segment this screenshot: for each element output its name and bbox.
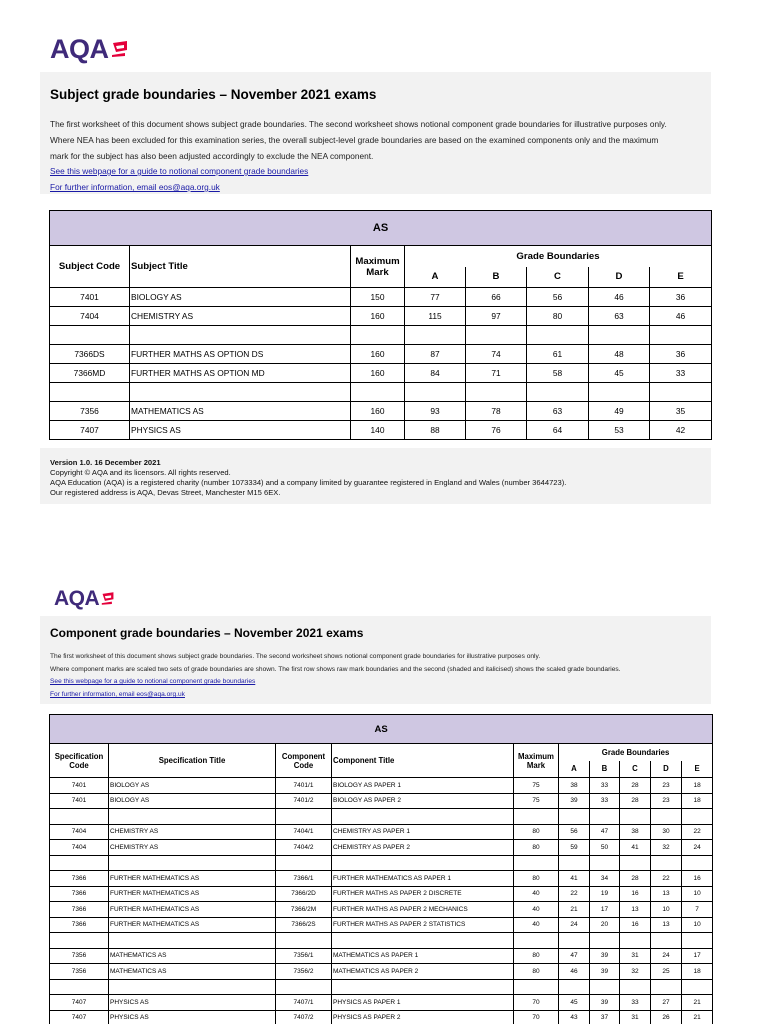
grade-cell: 41 xyxy=(559,871,590,887)
grade-cell xyxy=(527,383,589,402)
table-row xyxy=(50,902,713,918)
subject-code-cell: 7366DS xyxy=(50,345,130,364)
grade-cell: 39 xyxy=(590,995,620,1011)
band-header: AS xyxy=(50,211,712,246)
component-max-cell: 40 xyxy=(514,902,559,918)
guide-link[interactable]: See this webpage for a guide to notional component grade boundaries xyxy=(50,166,309,176)
grade-cell: 24 xyxy=(651,948,682,964)
max-mark-cell: 160 xyxy=(351,364,405,383)
table-row xyxy=(50,809,713,825)
grade-cell xyxy=(590,933,620,949)
table-row xyxy=(50,778,713,794)
grade-cell xyxy=(651,809,682,825)
grade-cell: 39 xyxy=(559,793,590,809)
spec-title-cell: CHEMISTRY AS xyxy=(109,824,276,840)
grade-a-header: A xyxy=(405,267,466,288)
grade-cell: 18 xyxy=(682,778,713,794)
grade-cell: 22 xyxy=(682,824,713,840)
subject-paragraph-line: mark for the subject has also been adjusted accordingly to exclude the NEA component. xyxy=(50,151,374,161)
spec-title-cell: PHYSICS AS xyxy=(109,1010,276,1024)
spec-code-cell: 7401 xyxy=(50,778,109,794)
component-max-cell: 80 xyxy=(514,871,559,887)
grade-cell: 74 xyxy=(466,345,527,364)
subject-paragraph-line: The first worksheet of this document shows subject grade boundaries. The second worksheet shows notional component grade boundaries for illustrative purposes only. xyxy=(50,119,667,129)
table-row xyxy=(50,793,713,809)
grade-cell: 76 xyxy=(466,421,527,440)
grade-cell: 35 xyxy=(650,402,712,421)
component-guide-link[interactable]: See this webpage for a guide to notional component grade boundaries xyxy=(50,678,256,685)
table-row xyxy=(50,886,713,902)
grade-cell: 80 xyxy=(527,307,589,326)
component-code-cell: 7366/2S xyxy=(276,917,332,933)
grade-cell: 21 xyxy=(682,995,713,1011)
grade-cell: 10 xyxy=(682,917,713,933)
grade-cell: 38 xyxy=(620,824,651,840)
component-title-cell: MATHEMATICS AS PAPER 2 xyxy=(332,964,514,980)
subject-code-cell: 7407 xyxy=(50,421,130,440)
component-code-header: Component Code xyxy=(276,744,332,778)
grade-cell: 33 xyxy=(590,793,620,809)
grade-cell: 23 xyxy=(651,793,682,809)
spec-code-cell: 7366 xyxy=(50,871,109,887)
table-row xyxy=(50,948,713,964)
subject-title-cell: FURTHER MATHS AS OPTION MD xyxy=(130,364,351,383)
grade-cell: 19 xyxy=(590,886,620,902)
grade-cell xyxy=(620,979,651,995)
spec-title-cell xyxy=(109,809,276,825)
grade-cell: 43 xyxy=(559,1010,590,1024)
spec-title-cell xyxy=(109,933,276,949)
spec-code-cell: 7366 xyxy=(50,917,109,933)
spec-code-cell xyxy=(50,855,109,871)
grade-cell: 36 xyxy=(650,288,712,307)
component-code-cell xyxy=(276,979,332,995)
table-row xyxy=(50,364,712,383)
version-line: Version 1.0. 16 December 2021 xyxy=(50,458,161,467)
grade-cell: 46 xyxy=(589,288,650,307)
component-code-cell: 7366/2D xyxy=(276,886,332,902)
address-line: Our registered address is AQA, Devas Street, Manchester M15 6EX. xyxy=(50,488,281,497)
spec-title-header: Specification Title xyxy=(109,744,276,778)
spec-code-cell xyxy=(50,933,109,949)
grade-cell: 49 xyxy=(589,402,650,421)
grade-cell: 115 xyxy=(405,307,466,326)
component-grade-boundaries-header: Grade Boundaries xyxy=(559,744,713,761)
grade-cell: 88 xyxy=(405,421,466,440)
spec-code-cell: 7404 xyxy=(50,824,109,840)
spec-title-cell: FURTHER MATHEMATICS AS xyxy=(109,917,276,933)
subject-title-cell xyxy=(130,326,351,345)
grade-cell: 28 xyxy=(620,778,651,794)
grade-cell: 64 xyxy=(527,421,589,440)
grade-cell: 77 xyxy=(405,288,466,307)
table-row xyxy=(50,421,712,440)
grade-cell: 25 xyxy=(651,964,682,980)
subject-title-cell: CHEMISTRY AS xyxy=(130,307,351,326)
grade-cell: 22 xyxy=(651,871,682,887)
component-max-cell: 40 xyxy=(514,917,559,933)
component-grade-c-header: C xyxy=(620,761,651,778)
subject-code-cell xyxy=(50,326,130,345)
version-panel xyxy=(40,448,711,504)
max-mark-cell xyxy=(351,326,405,345)
component-max-header: Maximum Mark xyxy=(514,744,559,778)
table-row xyxy=(50,307,712,326)
grade-cell: 16 xyxy=(620,917,651,933)
grade-cell: 45 xyxy=(559,995,590,1011)
grade-cell: 32 xyxy=(651,840,682,856)
spec-title-cell: MATHEMATICS AS xyxy=(109,948,276,964)
aqa-logo-text: AQA xyxy=(50,34,109,64)
component-title-cell: FURTHER MATHS AS PAPER 2 STATISTICS xyxy=(332,917,514,933)
copyright-line: Copyright © AQA and its licensors. All rights reserved. xyxy=(50,468,231,477)
aqa-logo xyxy=(50,36,129,62)
grade-cell: 32 xyxy=(620,964,651,980)
component-max-cell: 75 xyxy=(514,793,559,809)
component-title-cell: FURTHER MATHS AS PAPER 2 MECHANICS xyxy=(332,902,514,918)
max-mark-cell: 140 xyxy=(351,421,405,440)
grade-cell: 17 xyxy=(590,902,620,918)
spec-code-cell: 7356 xyxy=(50,964,109,980)
grade-cell: 45 xyxy=(589,364,650,383)
max-mark-cell: 160 xyxy=(351,345,405,364)
component-code-cell: 7407/1 xyxy=(276,995,332,1011)
subject-code-cell: 7356 xyxy=(50,402,130,421)
component-grade-b-header: B xyxy=(590,761,620,778)
grade-cell xyxy=(589,326,650,345)
grade-cell: 56 xyxy=(559,824,590,840)
grade-cell: 16 xyxy=(620,886,651,902)
grade-cell: 10 xyxy=(651,902,682,918)
component-code-cell: 7401/1 xyxy=(276,778,332,794)
grade-cell: 24 xyxy=(682,840,713,856)
component-code-cell: 7356/1 xyxy=(276,948,332,964)
component-grade-e-header: E xyxy=(682,761,713,778)
component-max-cell: 80 xyxy=(514,840,559,856)
table-row xyxy=(50,979,713,995)
subject-code-cell: 7366MD xyxy=(50,364,130,383)
grade-cell: 26 xyxy=(651,1010,682,1024)
component-title-cell: CHEMISTRY AS PAPER 1 xyxy=(332,824,514,840)
spec-code-cell: 7401 xyxy=(50,793,109,809)
table-row xyxy=(50,917,713,933)
grade-cell xyxy=(651,979,682,995)
grade-cell: 31 xyxy=(620,1010,651,1024)
spec-code-cell: 7356 xyxy=(50,948,109,964)
component-code-cell: 7366/2M xyxy=(276,902,332,918)
component-max-cell xyxy=(514,809,559,825)
spec-title-cell: FURTHER MATHEMATICS AS xyxy=(109,886,276,902)
subject-grade-table xyxy=(49,210,712,440)
grade-cell: 84 xyxy=(405,364,466,383)
subject-paragraph-line: Where NEA has been excluded for this examination series, the overall subject-level grade boundaries are based on the examined components only and the maximum xyxy=(50,135,659,145)
spec-code-cell: 7407 xyxy=(50,995,109,1011)
table-row xyxy=(50,288,712,307)
subject-code-cell: 7404 xyxy=(50,307,130,326)
grade-cell xyxy=(559,855,590,871)
component-title-cell xyxy=(332,933,514,949)
spec-title-cell: FURTHER MATHEMATICS AS xyxy=(109,871,276,887)
component-title-cell xyxy=(332,855,514,871)
table-row xyxy=(50,964,713,980)
grade-cell xyxy=(682,979,713,995)
max-mark-cell: 150 xyxy=(351,288,405,307)
component-title-cell: MATHEMATICS AS PAPER 1 xyxy=(332,948,514,964)
component-page-title: Component grade boundaries – November 2021 exams xyxy=(50,626,364,640)
component-code-cell: 7404/1 xyxy=(276,824,332,840)
max-mark-cell: 160 xyxy=(351,307,405,326)
grade-cell: 18 xyxy=(682,964,713,980)
subject-title-cell: BIOLOGY AS xyxy=(130,288,351,307)
grade-cell: 33 xyxy=(590,778,620,794)
component-code-cell: 7407/2 xyxy=(276,1010,332,1024)
grade-cell: 53 xyxy=(589,421,650,440)
spec-code-header: Specification Code xyxy=(50,744,109,778)
grade-cell: 41 xyxy=(620,840,651,856)
component-code-cell: 7401/2 xyxy=(276,793,332,809)
grade-boundaries-header: Grade Boundaries xyxy=(405,246,712,267)
grade-cell: 47 xyxy=(590,824,620,840)
spec-code-cell xyxy=(50,979,109,995)
grade-cell: 20 xyxy=(590,917,620,933)
grade-cell xyxy=(589,383,650,402)
grade-cell xyxy=(559,809,590,825)
table-row xyxy=(50,345,712,364)
subject-title-cell: MATHEMATICS AS xyxy=(130,402,351,421)
grade-cell xyxy=(620,855,651,871)
component-email-link[interactable]: For further information, email eos@aqa.org.uk xyxy=(50,691,185,698)
grade-cell: 46 xyxy=(650,307,712,326)
grade-cell: 30 xyxy=(651,824,682,840)
component-title-cell: BIOLOGY AS PAPER 1 xyxy=(332,778,514,794)
grade-cell: 23 xyxy=(651,778,682,794)
max-mark-cell xyxy=(351,383,405,402)
table-row xyxy=(50,933,713,949)
grade-cell: 39 xyxy=(590,948,620,964)
grade-cell: 97 xyxy=(466,307,527,326)
subject-page-title: Subject grade boundaries – November 2021 exams xyxy=(50,87,377,102)
component-grade-table xyxy=(49,714,713,1024)
component-max-cell: 70 xyxy=(514,995,559,1011)
grade-cell: 39 xyxy=(590,964,620,980)
aqa-logo xyxy=(54,588,115,610)
spec-title-cell: MATHEMATICS AS xyxy=(109,964,276,980)
grade-d-header: D xyxy=(589,267,650,288)
grade-cell: 17 xyxy=(682,948,713,964)
grade-cell: 16 xyxy=(682,871,713,887)
component-max-cell: 70 xyxy=(514,1010,559,1024)
grade-cell: 33 xyxy=(620,995,651,1011)
grade-cell: 37 xyxy=(590,1010,620,1024)
grade-cell xyxy=(620,933,651,949)
component-max-cell: 80 xyxy=(514,948,559,964)
component-title-cell xyxy=(332,809,514,825)
grade-cell: 87 xyxy=(405,345,466,364)
grade-c-header: C xyxy=(527,267,589,288)
max-mark-cell: 160 xyxy=(351,402,405,421)
grade-cell: 47 xyxy=(559,948,590,964)
spec-title-cell: PHYSICS AS xyxy=(109,995,276,1011)
subject-title-cell xyxy=(130,383,351,402)
grade-cell xyxy=(651,855,682,871)
grade-cell: 24 xyxy=(559,917,590,933)
aqa-logo-text: AQA xyxy=(54,587,100,610)
aqa-logo-mark-icon xyxy=(111,41,129,62)
spec-title-cell xyxy=(109,979,276,995)
grade-cell: 18 xyxy=(682,793,713,809)
component-title-cell: BIOLOGY AS PAPER 2 xyxy=(332,793,514,809)
grade-cell: 78 xyxy=(466,402,527,421)
spec-code-cell: 7366 xyxy=(50,886,109,902)
grade-cell: 7 xyxy=(682,902,713,918)
grade-cell: 31 xyxy=(620,948,651,964)
component-code-cell xyxy=(276,933,332,949)
subject-code-cell xyxy=(50,383,130,402)
grade-cell: 38 xyxy=(559,778,590,794)
spec-title-cell: FURTHER MATHEMATICS AS xyxy=(109,902,276,918)
grade-cell: 50 xyxy=(590,840,620,856)
component-max-cell xyxy=(514,855,559,871)
grade-cell: 42 xyxy=(650,421,712,440)
subject-code-cell: 7401 xyxy=(50,288,130,307)
grade-cell: 21 xyxy=(559,902,590,918)
charity-line: AQA Education (AQA) is a registered charity (number 1073334) and a company limited by guarantee registered in England and Wales (number 3644723). xyxy=(50,478,567,487)
component-max-cell xyxy=(514,979,559,995)
table-row xyxy=(50,840,713,856)
table-row xyxy=(50,855,713,871)
component-title-cell: FURTHER MATHEMATICS AS PAPER 1 xyxy=(332,871,514,887)
component-title-header: Component Title xyxy=(332,744,514,778)
spec-title-cell: CHEMISTRY AS xyxy=(109,840,276,856)
grade-cell: 13 xyxy=(620,902,651,918)
table-row xyxy=(50,326,712,345)
component-paragraph-line: The first worksheet of this document shows subject grade boundaries. The second worksheet shows notional component grade boundaries for illustrative purposes only. xyxy=(50,653,541,660)
component-grade-d-header: D xyxy=(651,761,682,778)
component-max-cell: 40 xyxy=(514,886,559,902)
component-max-cell xyxy=(514,933,559,949)
grade-cell: 46 xyxy=(559,964,590,980)
grade-cell: 28 xyxy=(620,871,651,887)
component-max-cell: 80 xyxy=(514,824,559,840)
grade-cell: 28 xyxy=(620,793,651,809)
grade-cell xyxy=(682,933,713,949)
grade-cell: 93 xyxy=(405,402,466,421)
component-code-cell xyxy=(276,855,332,871)
grade-cell xyxy=(682,809,713,825)
spec-code-cell: 7404 xyxy=(50,840,109,856)
grade-cell xyxy=(651,933,682,949)
subject-title-header: Subject Title xyxy=(130,246,351,288)
grade-cell: 66 xyxy=(466,288,527,307)
grade-cell xyxy=(466,383,527,402)
component-intro-panel xyxy=(40,616,711,704)
grade-cell: 13 xyxy=(651,886,682,902)
aqa-logo-mark-icon xyxy=(101,592,115,610)
subject-title-cell: FURTHER MATHS AS OPTION DS xyxy=(130,345,351,364)
grade-cell: 71 xyxy=(466,364,527,383)
spec-code-cell xyxy=(50,809,109,825)
grade-cell: 48 xyxy=(589,345,650,364)
maximum-mark-header: Maximum Mark xyxy=(351,246,405,288)
grade-cell: 33 xyxy=(650,364,712,383)
grade-cell: 13 xyxy=(651,917,682,933)
grade-cell: 21 xyxy=(682,1010,713,1024)
grade-cell xyxy=(590,809,620,825)
grade-cell: 63 xyxy=(527,402,589,421)
component-band-header: AS xyxy=(50,715,713,744)
spec-title-cell xyxy=(109,855,276,871)
table-row xyxy=(50,824,713,840)
grade-cell: 10 xyxy=(682,886,713,902)
component-code-cell: 7366/1 xyxy=(276,871,332,887)
table-row xyxy=(50,383,712,402)
table-row xyxy=(50,995,713,1011)
grade-cell xyxy=(682,855,713,871)
component-title-cell: PHYSICS AS PAPER 1 xyxy=(332,995,514,1011)
grade-cell: 27 xyxy=(651,995,682,1011)
subject-title-cell: PHYSICS AS xyxy=(130,421,351,440)
table-row xyxy=(50,402,712,421)
component-title-cell: FURTHER MATHS AS PAPER 2 DISCRETE xyxy=(332,886,514,902)
component-code-cell: 7356/2 xyxy=(276,964,332,980)
component-title-cell: CHEMISTRY AS PAPER 2 xyxy=(332,840,514,856)
component-max-cell: 80 xyxy=(514,964,559,980)
component-title-cell xyxy=(332,979,514,995)
subject-intro-panel xyxy=(40,72,711,194)
component-title-cell: PHYSICS AS PAPER 2 xyxy=(332,1010,514,1024)
component-max-cell: 75 xyxy=(514,778,559,794)
grade-cell xyxy=(527,326,589,345)
component-code-cell: 7404/2 xyxy=(276,840,332,856)
grade-cell xyxy=(405,326,466,345)
table-row xyxy=(50,871,713,887)
grade-cell xyxy=(559,933,590,949)
grade-cell xyxy=(650,383,712,402)
spec-title-cell: BIOLOGY AS xyxy=(109,793,276,809)
grade-cell: 59 xyxy=(559,840,590,856)
subject-code-header: Subject Code xyxy=(50,246,130,288)
component-grade-a-header: A xyxy=(559,761,590,778)
grade-e-header: E xyxy=(650,267,712,288)
table-row xyxy=(50,1010,713,1024)
component-code-cell xyxy=(276,809,332,825)
grade-cell xyxy=(650,326,712,345)
grade-cell: 58 xyxy=(527,364,589,383)
grade-cell xyxy=(590,855,620,871)
grade-cell xyxy=(466,326,527,345)
grade-cell xyxy=(620,809,651,825)
spec-code-cell: 7366 xyxy=(50,902,109,918)
grade-cell: 61 xyxy=(527,345,589,364)
grade-cell: 63 xyxy=(589,307,650,326)
grade-cell xyxy=(559,979,590,995)
email-link[interactable]: For further information, email eos@aqa.org.uk xyxy=(50,182,220,192)
grade-b-header: B xyxy=(466,267,527,288)
component-paragraph-line: Where component marks are scaled two sets of grade boundaries are shown. The first row shows raw mark boundaries and the second (shaded and italicised) shows the scaled grade boundaries. xyxy=(50,666,621,673)
spec-title-cell: BIOLOGY AS xyxy=(109,778,276,794)
grade-cell: 56 xyxy=(527,288,589,307)
grade-cell xyxy=(405,383,466,402)
grade-cell: 34 xyxy=(590,871,620,887)
grade-cell: 22 xyxy=(559,886,590,902)
grade-cell: 36 xyxy=(650,345,712,364)
grade-cell xyxy=(590,979,620,995)
spec-code-cell: 7407 xyxy=(50,1010,109,1024)
